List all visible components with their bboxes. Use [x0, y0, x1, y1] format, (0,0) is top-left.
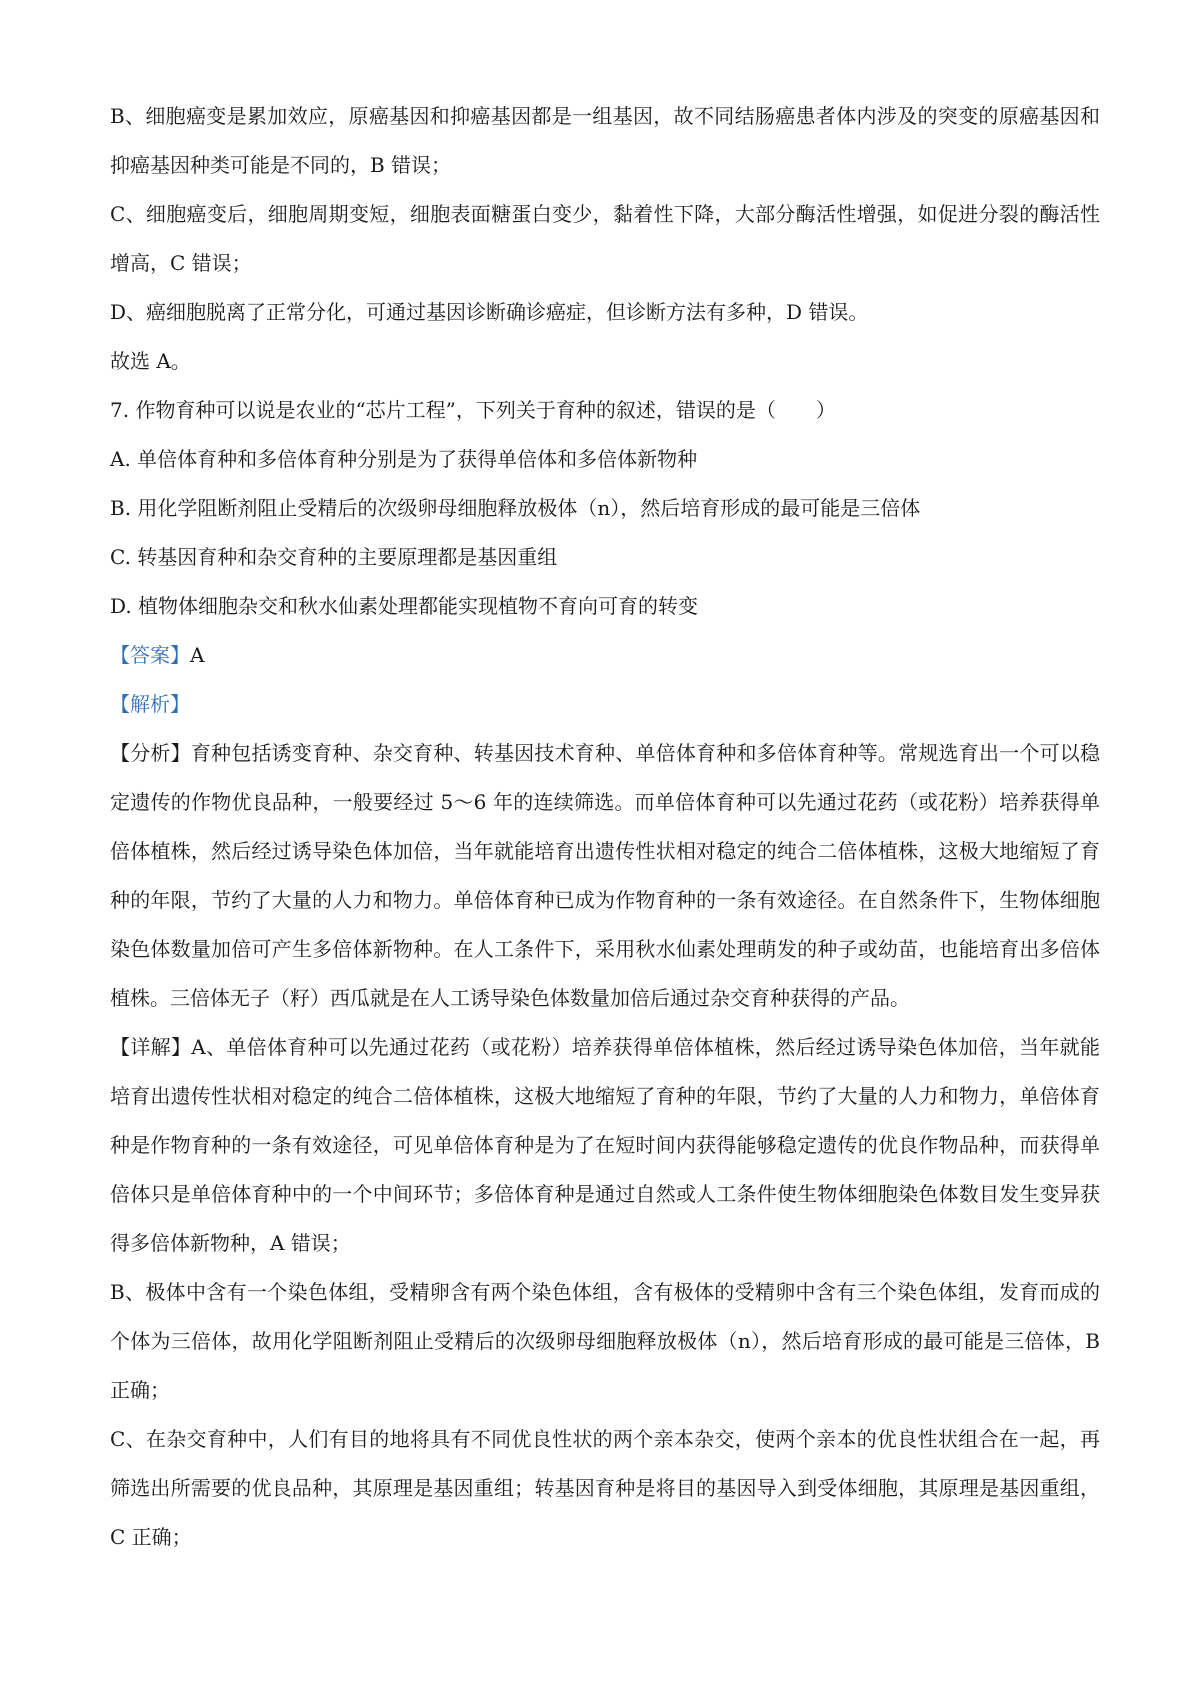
option-a: A. 单倍体育种和多倍体育种分别是为了获得单倍体和多倍体新物种: [110, 447, 698, 471]
xiangjie-b-paragraph: B、极体中含有一个染色体组，受精卵含有两个染色体组，含有极体的受精卵中含有三个染色体组，发育而成的个体为三倍体，故用化学阻断剂阻止受精后的次级卵母细胞释放极体（n），然后培育形成的最可能是三倍体，B 正确；: [110, 1280, 1100, 1402]
fenxi-text: 育种包括诱变育种、杂交育种、转基因技术育种、单倍体育种和多倍体育种等。常规选育出一个可以稳定遗传的作物优良品种，一般要经过 5〜6 年的连续筛选。而单倍体育种可以先通过花药（或花粉）培养获得单倍体植株，然后经过诱导染色体加倍，当年就能培育出遗传性状相对稳定的纯合二倍体植株，这极大地缩短了育种的年限，节约了大量的人力和物力。单倍体育种已成为作物育种的一条有效途径。在自然条件下，生物体细胞染色体数量加倍可产生多倍体新物种。在人工条件下，采用秋水仙素处理萌发的种子或幼苗，也能培育出多倍体植株。三倍体无子（籽）西瓜就是在人工诱导染色体数量加倍后通过杂交育种获得的产品。: [110, 741, 1101, 1010]
prev-explanation-c: C、细胞癌变后，细胞周期变短，细胞表面糖蛋白变少，黏着性下降，大部分酶活性增强，如促进分裂的酶活性增高，C 错误；: [110, 202, 1100, 275]
prev-conclusion: 故选 A。: [110, 349, 191, 373]
fenxi-label: 【分析】: [110, 741, 191, 765]
option-d: D. 植物体细胞杂交和秋水仙素处理都能实现植物不育向可育的转变: [110, 594, 699, 618]
answer-value: A: [190, 643, 205, 667]
answer-line: [110, 631, 1100, 680]
option-c: C. 转基因育种和杂交育种的主要原理都是基因重组: [110, 545, 558, 569]
analysis-heading: [110, 680, 1100, 729]
xiangjie-a-paragraph: [110, 1023, 1100, 1268]
xiangjie-label: 【详解】: [110, 1035, 192, 1059]
fenxi-paragraph: [110, 729, 1100, 1023]
prev-explanation-d: D、癌细胞脱离了正常分化，可通过基因诊断确诊癌症，但诊断方法有多种，D 错误。: [110, 300, 869, 324]
question-stem: 7. 作物育种可以说是农业的“芯片工程”，下列关于育种的叙述，错误的是（ ）: [110, 398, 836, 422]
document-page: [110, 92, 1100, 1562]
analysis-label: 【解析】: [110, 692, 190, 716]
option-b: B. 用化学阻断剂阻止受精后的次级卵母细胞释放极体（n），然后培育形成的最可能是三倍体: [110, 496, 921, 520]
answer-label: 【答案】: [110, 643, 190, 667]
prev-explanation-b: B、细胞癌变是累加效应，原癌基因和抑癌基因都是一组基因，故不同结肠癌患者体内涉及的突变的原癌基因和抑癌基因种类可能是不同的，B 错误；: [110, 104, 1100, 177]
xiangjie-a-text: A、单倍体育种可以先通过花药（或花粉）培养获得单倍体植株，然后经过诱导染色体加倍，当年就能培育出遗传性状相对稳定的纯合二倍体植株，这极大地缩短了育种的年限，节约了大量的人力和物力，单倍体育种是作物育种的一条有效途径，可见单倍体育种是为了在短时间内获得能够稳定遗传的优良作物品种，而获得单倍体只是单倍体育种中的一个中间环节；多倍体育种是通过自然或人工条件使生物体细胞染色体数目发生变异获得多倍体新物种，A 错误；: [110, 1035, 1100, 1255]
xiangjie-c-paragraph: C、在杂交育种中，人们有目的地将具有不同优良性状的两个亲本杂交，使两个亲本的优良性状组合在一起，再筛选出所需要的优良品种，其原理是基因重组；转基因育种是将目的基因导入到受体细胞，其原理是基因重组，C 正确；: [110, 1427, 1100, 1549]
